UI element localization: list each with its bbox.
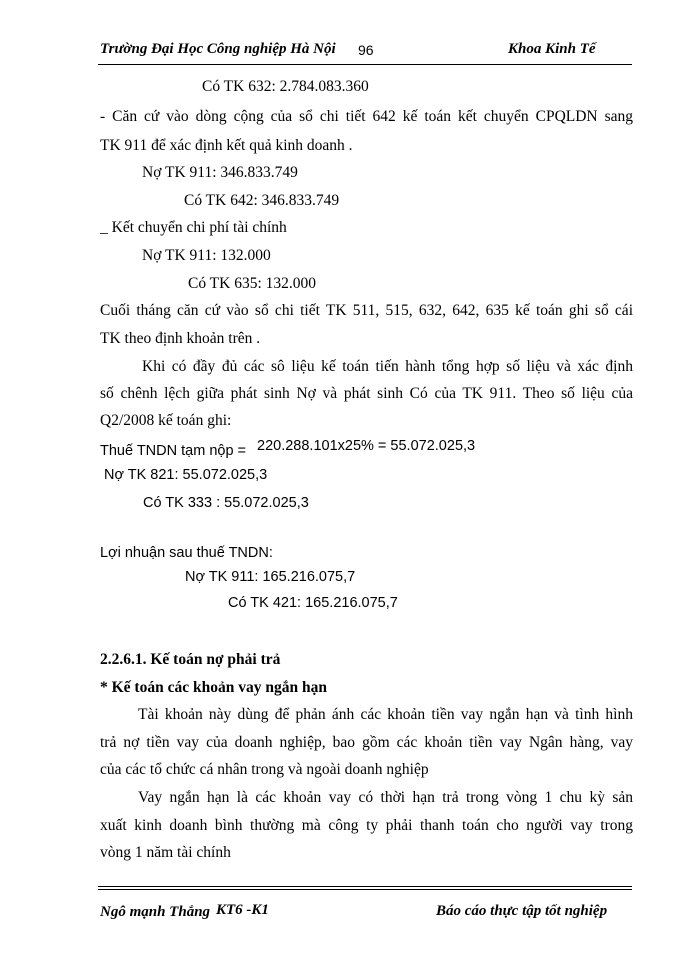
footer-report-title: Báo cáo thực tập tốt nghiệp bbox=[436, 903, 608, 919]
formula-label: Thuế TNDN tạm nộp = bbox=[100, 443, 247, 459]
text-line: xuất kinh doanh bình thường mà công ty phải thanh toán cho người vay trong bbox=[100, 817, 633, 834]
text-line: Nợ TK 911: 132.000 bbox=[142, 247, 271, 264]
footer-author: Ngô mạnh Thắng bbox=[100, 904, 211, 920]
text-line: Nợ TK 911: 346.833.749 bbox=[142, 164, 298, 181]
text-line: Lợi nhuận sau thuế TNDN: bbox=[100, 545, 273, 561]
text-line: _ Kết chuyển chi phí tài chính bbox=[100, 219, 287, 236]
subsection-heading: * Kế toán các khoản vay ngắn hạn bbox=[100, 679, 327, 696]
text-line: Nợ TK 911: 165.216.075,7 bbox=[185, 569, 356, 585]
text-line: Có TK 642: 346.833.749 bbox=[184, 192, 340, 209]
footer-class-code: KT6 -K1 bbox=[216, 902, 269, 918]
text-line: Tài khoản này dùng để phản ánh các khoản tiền vay ngắn hạn và tình hình bbox=[138, 706, 633, 723]
text-line: Có TK 632: 2.784.083.360 bbox=[202, 78, 369, 95]
header-school-name: Trường Đại Học Công nghiệp Hà Nội bbox=[100, 41, 336, 57]
page-number: 96 bbox=[358, 42, 374, 58]
text-line: Q2/2008 kế toán ghi: bbox=[100, 412, 232, 429]
text-line: Có TK 421: 165.216.075,7 bbox=[228, 595, 398, 611]
text-line: Có TK 635: 132.000 bbox=[188, 275, 317, 292]
text-line: Nợ TK 821: 55.072.025,3 bbox=[104, 467, 268, 483]
text-line: số chênh lệch giữa phát sinh Nợ và phát sinh Có của TK 911. Theo số liệu của bbox=[100, 385, 633, 402]
text-line: vòng 1 năm tài chính bbox=[100, 844, 231, 861]
section-heading: 2.2.6.1. Kế toán nợ phải trả bbox=[100, 651, 281, 668]
header-rule bbox=[98, 64, 632, 65]
text-line: Vay ngắn hạn là các khoản vay có thời hạn trả trong vòng 1 chu kỳ sản bbox=[138, 789, 633, 806]
text-line: Cuối tháng căn cứ vào sổ chi tiết TK 511, 515, 632, 642, 635 kế toán ghi sổ cái bbox=[100, 302, 633, 319]
text-line: trả nợ tiền vay của doanh nghiệp, bao gồm các khoản tiền vay Ngân hàng, vay bbox=[100, 734, 633, 751]
text-line: TK theo định khoản trên . bbox=[100, 330, 261, 347]
text-line: TK 911 để xác định kết quả kinh doanh . bbox=[100, 137, 353, 154]
text-line: Khi có đầy đủ các sô liệu kế toán tiến hành tổng hợp số liệu và xác định bbox=[142, 358, 633, 375]
text-line: Có TK 333 : 55.072.025,3 bbox=[143, 495, 309, 511]
footer-rule bbox=[98, 889, 632, 890]
footer-rule bbox=[98, 886, 632, 887]
formula-value: 220.288.101x25% = 55.072.025,3 bbox=[257, 438, 476, 454]
text-line: của các tổ chức cá nhân trong và ngoài doanh nghiệp bbox=[100, 761, 429, 778]
header-faculty: Khoa Kinh Tế bbox=[508, 41, 596, 57]
text-line: - Căn cứ vào dòng cộng của sổ chi tiết 642 kế toán kết chuyển CPQLDN sang bbox=[100, 108, 633, 125]
